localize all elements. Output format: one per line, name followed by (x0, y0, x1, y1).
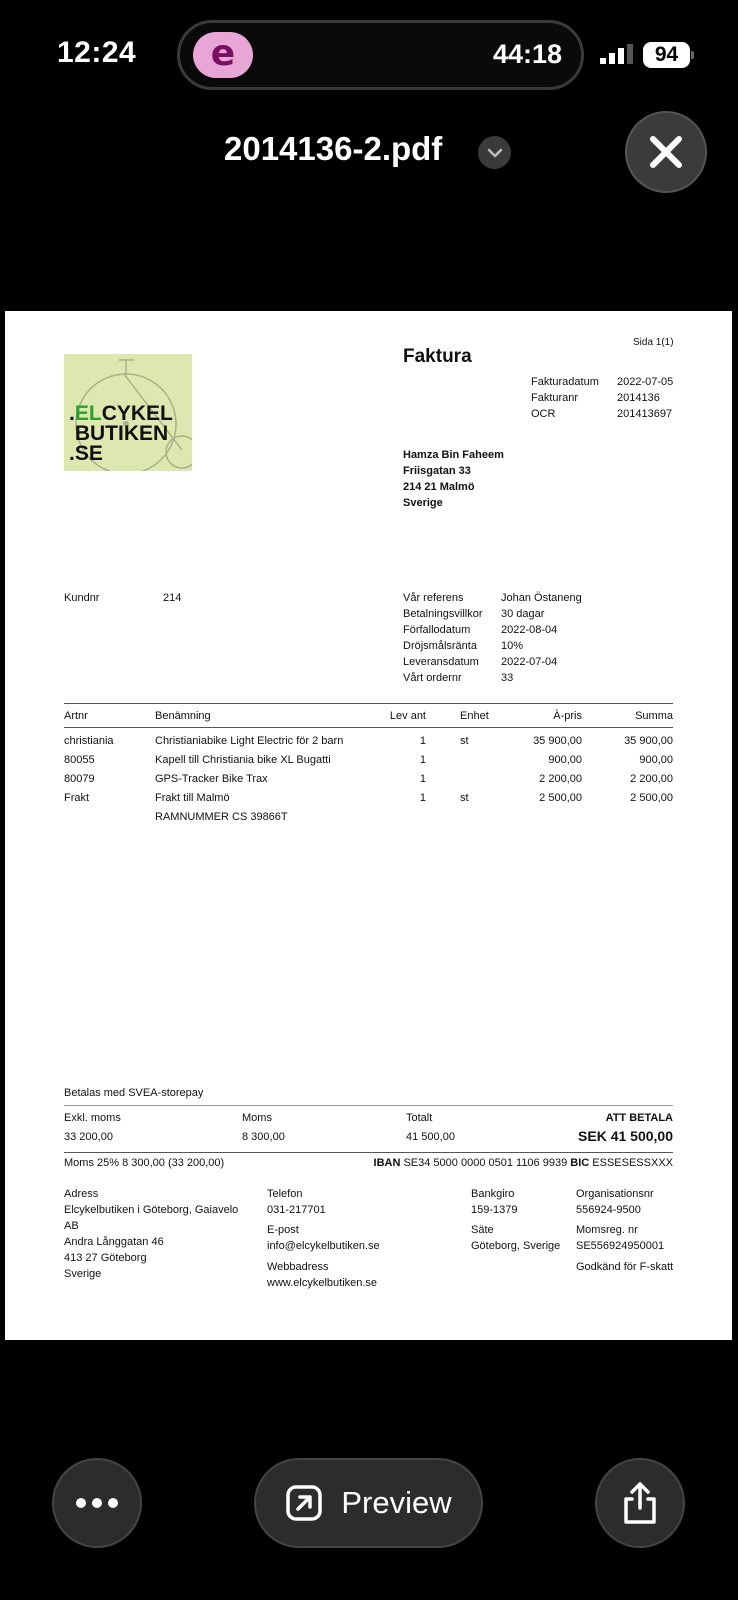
close-icon (649, 135, 683, 169)
address-line: 413 27 Göteborg (64, 1252, 147, 1264)
cell-artnr: 80079 (64, 773, 95, 785)
ftax-note: Godkänd för F-skatt (576, 1261, 674, 1273)
recipient-line: Friisgatan 33 (403, 465, 471, 477)
ref-value: 2022-08-04 (501, 624, 558, 636)
logo-line-1: .ELCYKEL (69, 402, 173, 425)
chevron-down-icon[interactable] (478, 136, 511, 169)
email-link[interactable]: info@elcykelbutiken.se (267, 1240, 380, 1252)
cell-price: 35 900,00 (533, 735, 582, 747)
excl-label: Exkl. moms (64, 1112, 121, 1124)
bank-details (374, 1157, 673, 1169)
ref-label: Dröjsmålsränta (403, 640, 477, 652)
vatreg-value: SE556924950001 (576, 1240, 665, 1252)
document-title: 2014136-2.pdf (224, 130, 443, 167)
total-value: 41 500,00 (406, 1131, 455, 1143)
web-link[interactable]: www.elcykelbutiken.se (267, 1277, 378, 1289)
ref-label: Betalningsvillkor (403, 608, 483, 620)
bic-label: BIC (570, 1157, 590, 1169)
ref-value: 33 (501, 672, 514, 684)
bankgiro-value: 159-1379 (471, 1204, 518, 1216)
open-external-icon (285, 1484, 323, 1522)
cell-unit: st (460, 735, 469, 747)
ref-label: Leveransdatum (403, 656, 479, 668)
ref-label: Vårt ordernr (403, 672, 462, 684)
meta-label: Fakturadatum (531, 376, 599, 388)
meta-value: 2022-07-05 (617, 376, 674, 388)
col-artnr: Artnr (64, 710, 88, 722)
invoice-heading: Faktura (403, 346, 472, 367)
share-button[interactable] (595, 1458, 685, 1548)
org-value: 556924-9500 (576, 1204, 641, 1216)
cell-unit: st (460, 792, 469, 804)
meta-label: OCR (531, 408, 556, 420)
share-icon (620, 1480, 660, 1526)
ref-value: Johan Östaneng (501, 592, 582, 604)
cell-name: GPS-Tracker Bike Trax (155, 773, 268, 785)
more-button[interactable] (52, 1458, 142, 1548)
ref-label: Vår referens (403, 592, 464, 604)
close-button[interactable] (625, 111, 707, 193)
preview-label: Preview (341, 1485, 452, 1520)
cell-price: 2 200,00 (539, 773, 582, 785)
bic-value: ESSESESSXXX (592, 1157, 673, 1169)
cell-price: 900,00 (548, 754, 582, 766)
ref-value: 30 dagar (501, 608, 545, 620)
meta-value: 201413697 (617, 408, 673, 420)
divider (64, 1105, 673, 1106)
divider (64, 1152, 673, 1153)
col-name: Benämning (155, 710, 211, 722)
signal-icon (600, 44, 636, 71)
address-line: AB (64, 1220, 79, 1232)
more-icon (75, 1497, 119, 1509)
divider (64, 727, 673, 728)
cell-artnr: 80055 (64, 754, 95, 766)
page-indicator: Sida 1(1) (633, 337, 674, 348)
meta-label: Fakturanr (531, 392, 579, 404)
vat-value: 8 300,00 (242, 1131, 285, 1143)
cell-sum: 900,00 (639, 754, 673, 766)
cell-name: Kapell till Christiania bike XL Bugatti (155, 754, 331, 766)
status-time: 12:24 (57, 36, 137, 69)
recipient-line: 214 21 Malmö (403, 481, 475, 493)
payment-method: Betalas med SVEA-storepay (64, 1087, 204, 1099)
iban-label: IBAN (373, 1157, 401, 1169)
col-price: À-pris (553, 710, 582, 722)
vat-summary: Moms 25% 8 300,00 (33 200,00) (64, 1157, 225, 1169)
logo-line-3: .SE (69, 442, 103, 465)
meta-value: 2014136 (617, 392, 660, 404)
vat-label: Moms (242, 1112, 272, 1124)
cell-price: 2 500,00 (539, 792, 582, 804)
cell-name: Christianiabike Light Electric för 2 barn (155, 735, 344, 747)
iban-value: SE34 5000 0000 0501 1106 9939 (403, 1157, 568, 1169)
seat-value: Göteborg, Sverige (471, 1240, 561, 1252)
cell-qty: 1 (419, 754, 426, 766)
org-label: Organisationsnr (576, 1188, 654, 1200)
row-note: RAMNUMMER CS 39866T (155, 811, 288, 823)
due-value: SEK 41 500,00 (578, 1128, 673, 1144)
email-label: E-post (267, 1224, 299, 1236)
recipient-line: Hamza Bin Faheem (403, 449, 504, 461)
app-logo: e (193, 32, 253, 78)
company-logo (64, 354, 192, 471)
address-line: Elcykelbutiken i Göteborg, Gaiavelo (64, 1204, 239, 1216)
divider (64, 703, 673, 704)
web-label: Webbadress (267, 1261, 329, 1273)
address-line: Sverige (64, 1268, 102, 1280)
logo-line-2: BUTIKEN (69, 422, 169, 445)
phone-value[interactable]: 031-217701 (267, 1204, 326, 1216)
pdf-page[interactable] (5, 311, 732, 1340)
cell-qty: 1 (419, 735, 426, 747)
cell-artnr: christiania (64, 735, 114, 747)
bankgiro-label: Bankgiro (471, 1188, 515, 1200)
cell-name: Frakt till Malmö (155, 792, 230, 804)
due-label: ATT BETALA (605, 1112, 673, 1124)
customer-value: 214 (163, 592, 182, 604)
battery-nub (691, 51, 694, 59)
col-unit: Enhet (460, 710, 489, 722)
col-qty: Lev ant (389, 710, 426, 722)
address-label: Adress (64, 1188, 99, 1200)
ref-label: Förfallodatum (403, 624, 471, 636)
cell-sum: 2 500,00 (630, 792, 673, 804)
phone-label: Telefon (267, 1188, 303, 1200)
recipient-line: Sverige (403, 497, 443, 509)
cell-qty: 1 (419, 792, 426, 804)
ref-value: 2022-07-04 (501, 656, 558, 668)
preview-button[interactable] (254, 1458, 483, 1548)
address-line: Andra Långgatan 46 (64, 1236, 164, 1248)
vatreg-label: Momsreg. nr (576, 1224, 638, 1236)
timer: 44:18 (492, 39, 562, 69)
total-label: Totalt (406, 1112, 433, 1124)
dynamic-island[interactable] (177, 20, 584, 90)
excl-value: 33 200,00 (64, 1131, 113, 1143)
cell-artnr: Frakt (64, 792, 90, 804)
cell-qty: 1 (419, 773, 426, 785)
customer-label: Kundnr (64, 592, 100, 604)
cell-sum: 2 200,00 (630, 773, 673, 785)
battery-icon: 94 (643, 42, 690, 68)
seat-label: Säte (471, 1224, 494, 1236)
col-sum: Summa (635, 710, 673, 722)
ref-value: 10% (501, 640, 524, 652)
cell-sum: 35 900,00 (624, 735, 673, 747)
